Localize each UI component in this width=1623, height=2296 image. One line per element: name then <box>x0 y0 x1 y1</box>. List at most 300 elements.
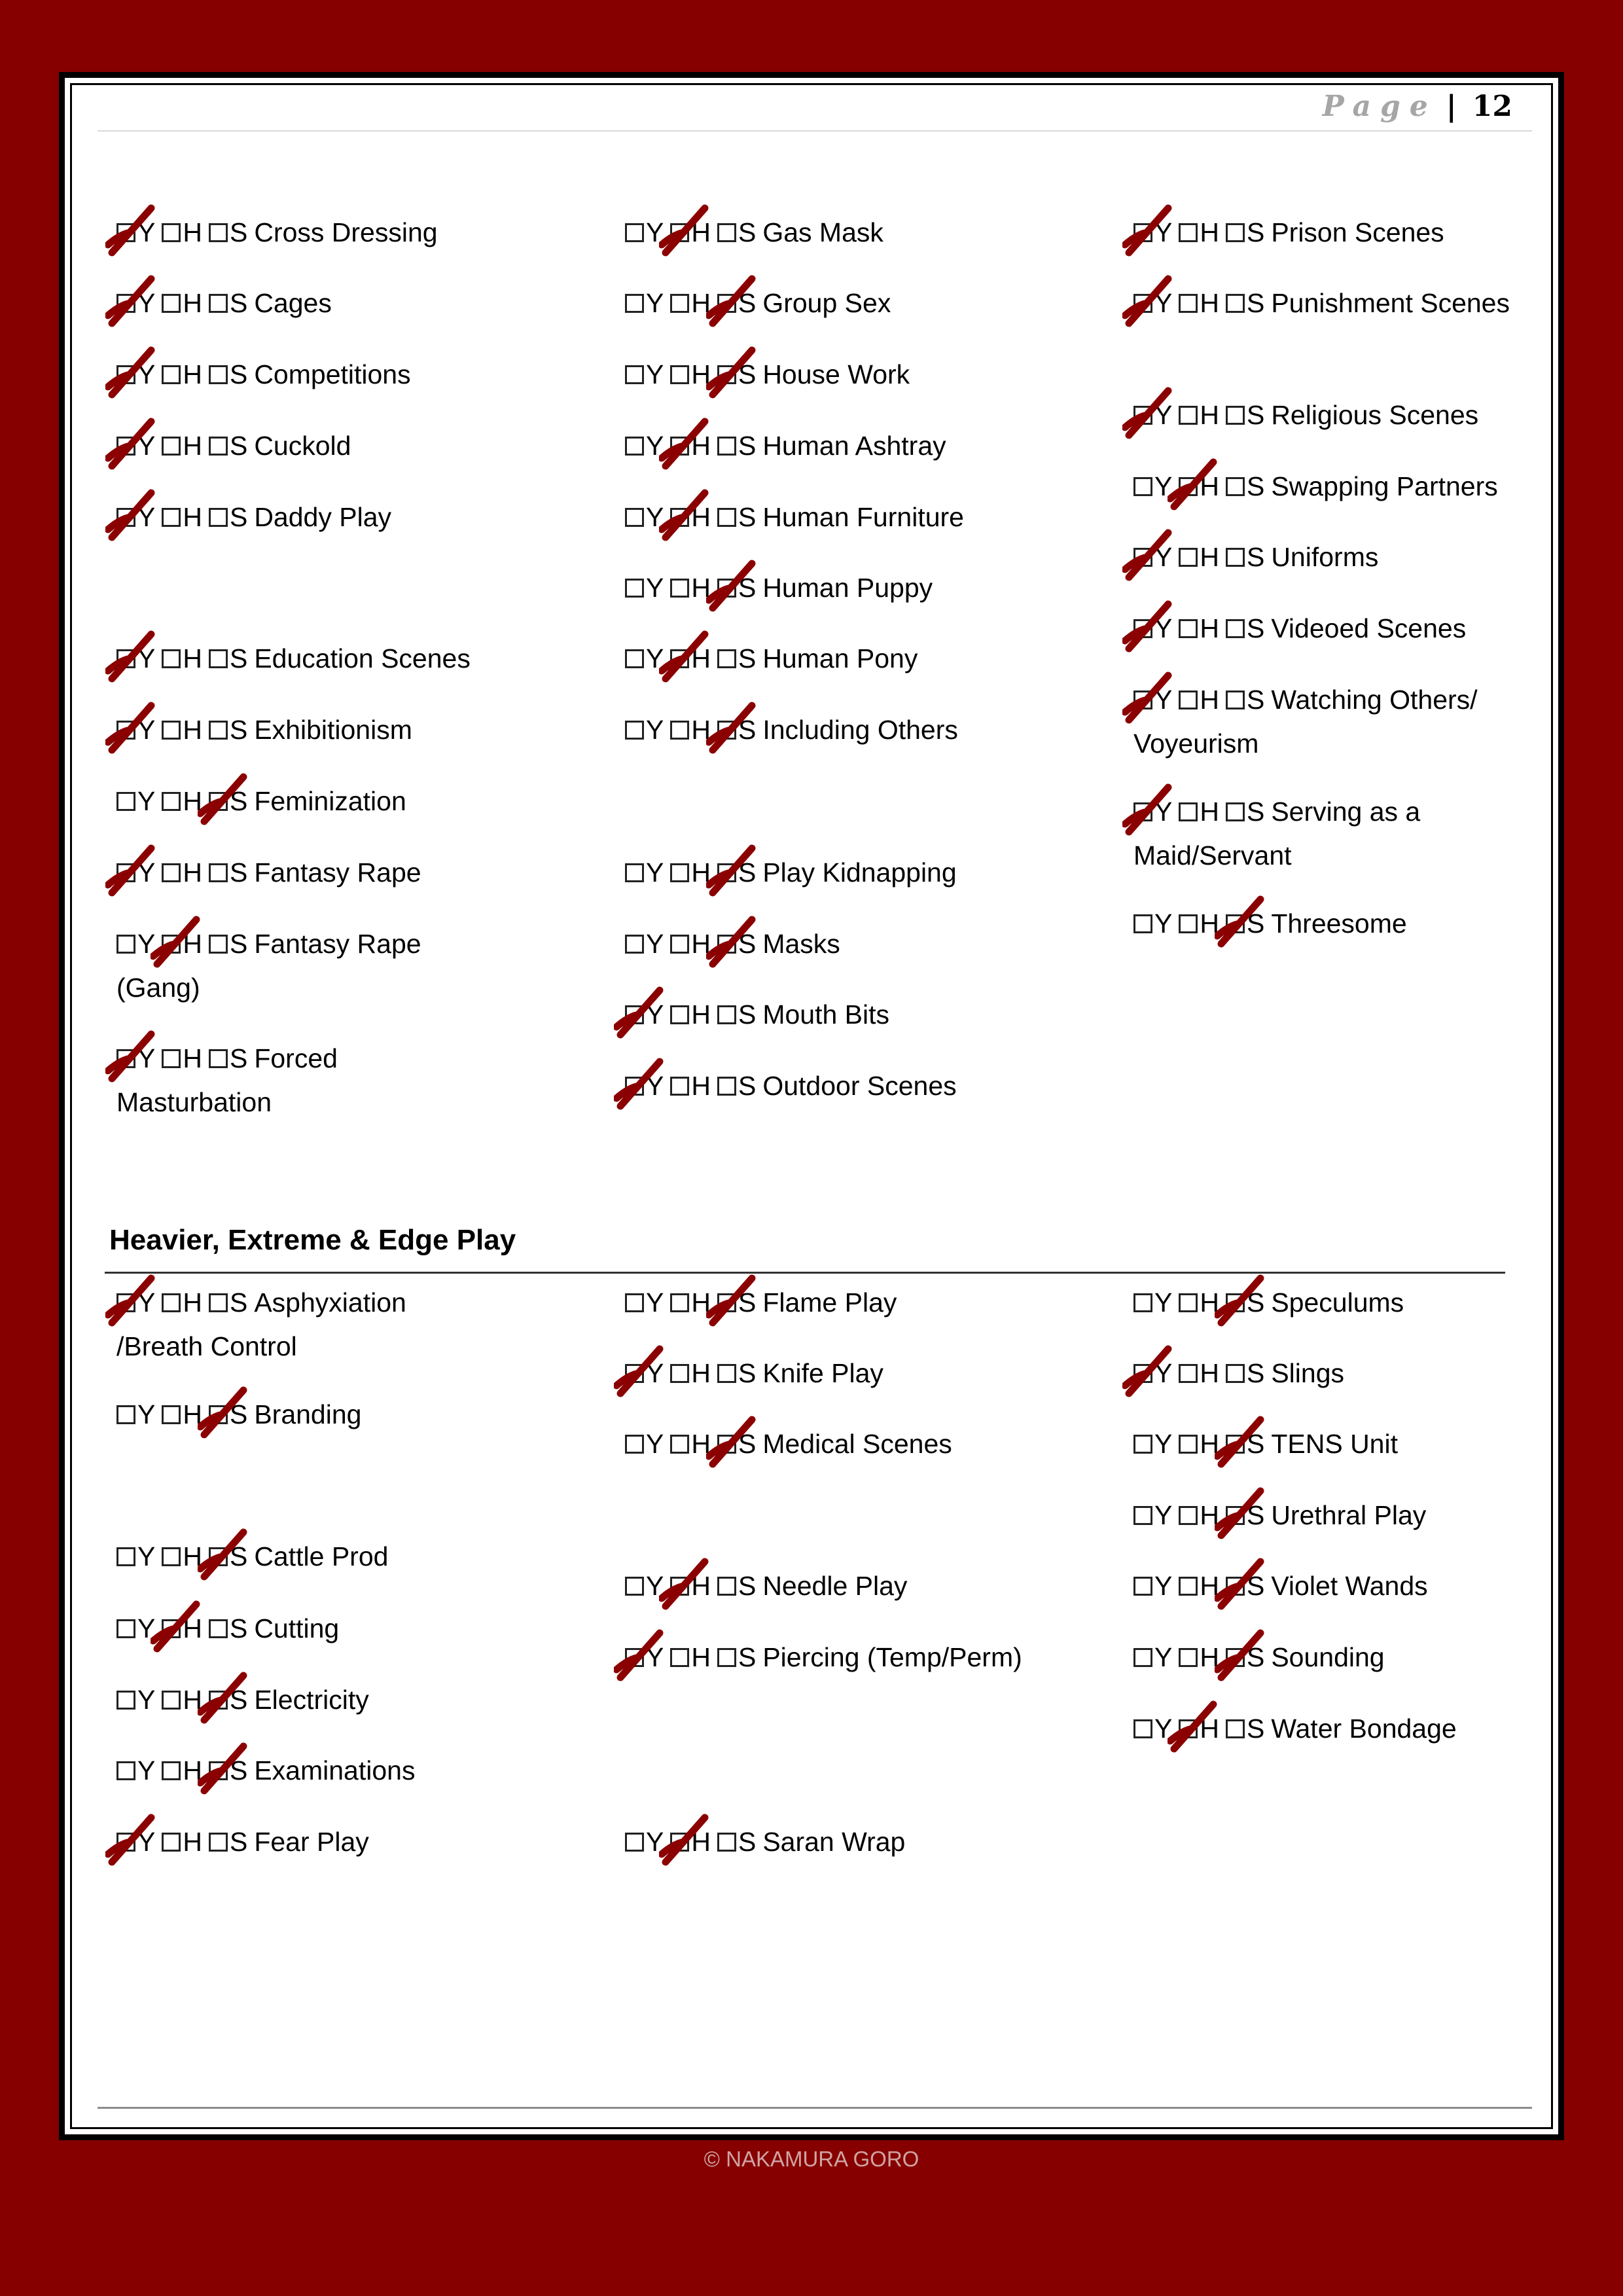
item-label: Saran Wrap <box>762 1827 906 1857</box>
checkbox-s[interactable] <box>717 1435 736 1454</box>
checkbox-s[interactable] <box>717 721 736 740</box>
checkbox-y[interactable] <box>625 1648 644 1667</box>
option-letter-h: H <box>1200 1571 1219 1601</box>
checkbox-s[interactable] <box>717 437 736 456</box>
checkbox-s[interactable] <box>717 1364 736 1383</box>
checkbox-y[interactable] <box>116 294 135 313</box>
checkbox-s[interactable] <box>1226 1506 1245 1525</box>
checkbox-y[interactable] <box>116 1761 135 1780</box>
item-label: Forced Masturbation <box>116 1043 338 1117</box>
checkbox-h[interactable] <box>670 294 689 313</box>
checkbox-h[interactable] <box>162 437 181 456</box>
checkbox-h[interactable] <box>1179 1506 1198 1525</box>
checkbox-y[interactable] <box>1133 477 1152 496</box>
option-letter-y: Y <box>1154 1571 1173 1601</box>
option-letter-h: H <box>1200 471 1219 501</box>
option-letter-y: Y <box>646 715 664 745</box>
item-label: Serving as a Maid/Servant <box>1133 797 1421 870</box>
checklist-item-knife-play <box>625 1352 1044 1395</box>
checkbox-h[interactable] <box>162 1761 181 1780</box>
option-letter-h: H <box>183 929 202 959</box>
checkbox-h[interactable] <box>1179 294 1198 313</box>
checkbox-h[interactable] <box>162 508 181 527</box>
checkbox-s[interactable] <box>209 935 228 954</box>
option-letter-y: Y <box>137 1541 156 1571</box>
item-label: Competitions <box>254 359 411 389</box>
option-letter-s: S <box>1246 217 1265 247</box>
checkbox-y[interactable] <box>1133 406 1152 425</box>
checklist-item-cuckold <box>116 424 483 468</box>
option-letter-y: Y <box>137 359 156 389</box>
checkbox-y[interactable] <box>625 721 644 740</box>
option-letter-h: H <box>1200 1429 1219 1459</box>
option-letter-y: Y <box>1154 613 1173 643</box>
option-letter-s: S <box>1246 1642 1265 1672</box>
checklist-item-serving-as-a-maid-servant <box>1133 790 1526 878</box>
checkbox-y[interactable] <box>116 1833 135 1852</box>
checkbox-y[interactable] <box>116 792 135 811</box>
checkbox-h[interactable] <box>670 365 689 384</box>
option-letter-s: S <box>738 1827 757 1857</box>
checkbox-y[interactable] <box>116 365 135 384</box>
checkbox-y[interactable] <box>625 579 644 598</box>
checkbox-y[interactable] <box>116 1619 135 1638</box>
option-letter-h: H <box>691 502 711 532</box>
page-number-header <box>1323 90 1512 123</box>
option-letter-y: Y <box>646 1571 664 1601</box>
checkbox-y[interactable] <box>625 223 644 242</box>
checkbox-y[interactable] <box>1133 1293 1152 1312</box>
checkbox-s[interactable] <box>209 1691 228 1710</box>
checkbox-h[interactable] <box>670 223 689 242</box>
item-label: Human Furniture <box>762 502 964 532</box>
option-letter-y: Y <box>137 715 156 745</box>
checkbox-s[interactable] <box>209 1619 228 1638</box>
copyright-footer: © NAKAMURA GORO <box>704 2147 919 2171</box>
checkbox-y[interactable] <box>1133 1648 1152 1667</box>
checklist-item-electricity <box>116 1678 483 1722</box>
checkbox-s[interactable] <box>209 1547 228 1566</box>
checkbox-s[interactable] <box>1226 1435 1245 1454</box>
checkbox-s[interactable] <box>209 863 228 882</box>
option-letter-h: H <box>1200 542 1219 572</box>
checkbox-y[interactable] <box>116 863 135 882</box>
checklist-item-gas-mask <box>625 211 1044 255</box>
checkbox-h[interactable] <box>162 1049 181 1068</box>
checkbox-s[interactable] <box>209 365 228 384</box>
item-label: Cutting <box>254 1613 340 1643</box>
checkbox-s[interactable] <box>209 508 228 527</box>
checkbox-h[interactable] <box>162 1547 181 1566</box>
item-label: Human Ashtray <box>762 431 946 461</box>
option-letter-h: H <box>183 1399 202 1429</box>
checkbox-s[interactable] <box>209 649 228 668</box>
checkbox-s[interactable] <box>1226 691 1245 709</box>
checkbox-h[interactable] <box>162 1833 181 1852</box>
option-letter-s: S <box>738 1642 757 1672</box>
checkbox-s[interactable] <box>1226 1364 1245 1383</box>
option-letter-h: H <box>691 573 711 603</box>
option-letter-s: S <box>1246 1429 1265 1459</box>
checkbox-y[interactable] <box>625 1364 644 1383</box>
checklist-item-cages <box>116 281 483 325</box>
option-letter-y: Y <box>646 1642 664 1672</box>
checkbox-y[interactable] <box>116 721 135 740</box>
checklist-item-examinations <box>116 1749 483 1793</box>
checkbox-h[interactable] <box>1179 619 1198 638</box>
checkbox-y[interactable] <box>116 1293 135 1312</box>
checkbox-y[interactable] <box>625 1293 644 1312</box>
checkbox-s[interactable] <box>717 365 736 384</box>
checkbox-h[interactable] <box>1179 1435 1198 1454</box>
checkbox-h[interactable] <box>670 649 689 668</box>
checklist-item-fantasy-rape-gang <box>116 922 483 1010</box>
checkbox-h[interactable] <box>162 1691 181 1710</box>
option-letter-h: H <box>1200 217 1219 247</box>
item-label: Urethral Play <box>1271 1500 1427 1530</box>
checkbox-y[interactable] <box>625 1833 644 1852</box>
checkbox-s[interactable] <box>1226 406 1245 425</box>
checklist-item-prison-scenes <box>1133 211 1526 255</box>
checkbox-h[interactable] <box>162 294 181 313</box>
option-letter-h: H <box>691 1358 711 1388</box>
option-letter-s: S <box>738 999 757 1030</box>
checkbox-s[interactable] <box>1226 223 1245 242</box>
option-letter-y: Y <box>1154 288 1173 318</box>
option-letter-s: S <box>1246 400 1265 430</box>
checkbox-y[interactable] <box>1133 1506 1152 1525</box>
option-letter-h: H <box>1200 797 1219 827</box>
checkbox-h[interactable] <box>162 1619 181 1638</box>
checkbox-s[interactable] <box>717 1077 736 1096</box>
item-label: Group Sex <box>762 288 891 318</box>
item-label: Cattle Prod <box>254 1541 389 1571</box>
checkbox-y[interactable] <box>625 508 644 527</box>
checkbox-s[interactable] <box>717 1833 736 1852</box>
checklist-item-tens-unit <box>1133 1422 1526 1466</box>
option-letter-h: H <box>183 217 202 247</box>
option-letter-y: Y <box>646 857 664 888</box>
option-letter-y: Y <box>137 1399 156 1429</box>
checkbox-h[interactable] <box>1179 914 1198 933</box>
option-letter-y: Y <box>646 1827 664 1857</box>
checkbox-y[interactable] <box>625 437 644 456</box>
checkbox-s[interactable] <box>209 1405 228 1424</box>
checkbox-y[interactable] <box>625 294 644 313</box>
option-letter-y: Y <box>1154 542 1173 572</box>
page-separator: | <box>1446 90 1457 123</box>
checkbox-s[interactable] <box>1226 914 1245 933</box>
checkbox-h[interactable] <box>1179 223 1198 242</box>
checkbox-h[interactable] <box>670 437 689 456</box>
item-label: Cages <box>254 288 332 318</box>
checkbox-h[interactable] <box>162 649 181 668</box>
option-letter-s: S <box>229 359 248 389</box>
checklist-item-play-kidnapping <box>625 851 1044 895</box>
checkbox-h[interactable] <box>1179 802 1198 821</box>
checkbox-s[interactable] <box>717 1648 736 1667</box>
checkbox-y[interactable] <box>1133 691 1152 709</box>
checklist-item-cross-dressing <box>116 211 483 255</box>
option-letter-s: S <box>229 929 248 959</box>
checkbox-s[interactable] <box>717 223 736 242</box>
checkbox-h[interactable] <box>1179 477 1198 496</box>
checklist-item-human-furniture <box>625 495 1044 539</box>
checkbox-s[interactable] <box>209 437 228 456</box>
checkbox-h[interactable] <box>1179 1293 1198 1312</box>
checkbox-h[interactable] <box>1179 691 1198 709</box>
checkbox-s[interactable] <box>209 721 228 740</box>
checkbox-h[interactable] <box>670 935 689 954</box>
item-label: Asphyxiation /Breath Control <box>116 1287 406 1361</box>
item-label: House Work <box>762 359 910 389</box>
option-letter-s: S <box>1246 471 1265 501</box>
checklist-item-videoed-scenes <box>1133 607 1526 651</box>
checkbox-h[interactable] <box>162 863 181 882</box>
checkbox-s[interactable] <box>1226 1719 1245 1738</box>
checkbox-y[interactable] <box>625 1005 644 1024</box>
checkbox-s[interactable] <box>209 1833 228 1852</box>
option-letter-s: S <box>738 1071 757 1101</box>
checkbox-h[interactable] <box>162 223 181 242</box>
checklist-item-water-bondage <box>1133 1707 1526 1751</box>
checkbox-y[interactable] <box>1133 1435 1152 1454</box>
checkbox-h[interactable] <box>670 1833 689 1852</box>
item-label: Slings <box>1271 1358 1344 1388</box>
item-label: TENS Unit <box>1271 1429 1398 1459</box>
checkbox-y[interactable] <box>625 863 644 882</box>
option-letter-s: S <box>1246 613 1265 643</box>
item-label: Examinations <box>254 1755 416 1785</box>
item-label: Religious Scenes <box>1271 400 1479 430</box>
item-label: Medical Scenes <box>762 1429 952 1459</box>
item-label: Branding <box>254 1399 362 1429</box>
checklist-item-needle-play <box>625 1564 1044 1608</box>
item-label: Cuckold <box>254 431 351 461</box>
checklist-item-human-puppy <box>625 566 1044 610</box>
checkbox-s[interactable] <box>1226 802 1245 821</box>
checkbox-s[interactable] <box>717 1293 736 1312</box>
checkbox-y[interactable] <box>1133 802 1152 821</box>
checkbox-h[interactable] <box>162 1293 181 1312</box>
option-letter-s: S <box>229 1541 248 1571</box>
option-letter-s: S <box>229 1755 248 1785</box>
checklist-item-speculums <box>1133 1281 1526 1325</box>
checkbox-h[interactable] <box>162 792 181 811</box>
checkbox-h[interactable] <box>162 1405 181 1424</box>
checkbox-y[interactable] <box>1133 1364 1152 1383</box>
checkbox-h[interactable] <box>670 1648 689 1667</box>
checklist-item-swapping-partners <box>1133 465 1526 509</box>
option-letter-h: H <box>183 715 202 745</box>
option-letter-s: S <box>229 217 248 247</box>
checkbox-s[interactable] <box>1226 619 1245 638</box>
checkbox-y[interactable] <box>1133 1577 1152 1596</box>
option-letter-s: S <box>738 1287 757 1318</box>
checkbox-h[interactable] <box>1179 1577 1198 1596</box>
checkbox-s[interactable] <box>1226 1648 1245 1667</box>
option-letter-h: H <box>183 786 202 816</box>
option-letter-y: Y <box>646 643 664 673</box>
checklist-item-piercing-temp-perm <box>625 1636 1044 1679</box>
checkbox-s[interactable] <box>209 1761 228 1780</box>
checkbox-s[interactable] <box>717 1577 736 1596</box>
checkbox-s[interactable] <box>1226 548 1245 567</box>
option-letter-y: Y <box>646 217 664 247</box>
checkbox-y[interactable] <box>1133 548 1152 567</box>
checkbox-h[interactable] <box>670 1077 689 1096</box>
option-letter-y: Y <box>137 431 156 461</box>
option-letter-h: H <box>691 929 711 959</box>
checkbox-y[interactable] <box>116 1691 135 1710</box>
checkbox-y[interactable] <box>625 1077 644 1096</box>
item-label: Watching Others/ Voyeurism <box>1133 685 1478 759</box>
option-letter-y: Y <box>1154 1287 1173 1318</box>
checkbox-y[interactable] <box>1133 914 1152 933</box>
checkbox-y[interactable] <box>1133 1719 1152 1738</box>
checkbox-y[interactable] <box>625 365 644 384</box>
checkbox-s[interactable] <box>717 294 736 313</box>
checkbox-h[interactable] <box>670 863 689 882</box>
option-letter-y: Y <box>646 1429 664 1459</box>
option-letter-s: S <box>229 643 248 673</box>
checkbox-h[interactable] <box>670 721 689 740</box>
item-label: Human Pony <box>762 643 918 673</box>
checkbox-y[interactable] <box>1133 294 1152 313</box>
checkbox-y[interactable] <box>116 1547 135 1566</box>
option-letter-h: H <box>1200 288 1219 318</box>
checkbox-h[interactable] <box>1179 548 1198 567</box>
option-letter-s: S <box>229 1043 248 1073</box>
option-letter-h: H <box>183 502 202 532</box>
checkbox-y[interactable] <box>116 437 135 456</box>
option-letter-h: H <box>183 1685 202 1715</box>
checklist-item-violet-wands <box>1133 1564 1526 1608</box>
option-letter-s: S <box>229 1685 248 1715</box>
option-letter-y: Y <box>646 288 664 318</box>
checkbox-h[interactable] <box>670 1364 689 1383</box>
option-letter-s: S <box>1246 908 1265 939</box>
checkbox-h[interactable] <box>670 1005 689 1024</box>
checkbox-h[interactable] <box>1179 1364 1198 1383</box>
checkbox-s[interactable] <box>1226 477 1245 496</box>
checkbox-s[interactable] <box>209 1049 228 1068</box>
checkbox-s[interactable] <box>209 792 228 811</box>
option-letter-y: Y <box>1154 400 1173 430</box>
checkbox-h[interactable] <box>1179 1648 1198 1667</box>
checkbox-y[interactable] <box>625 649 644 668</box>
checkbox-s[interactable] <box>209 1293 228 1312</box>
option-letter-y: Y <box>646 502 664 532</box>
item-label: Education Scenes <box>254 643 471 673</box>
checkbox-y[interactable] <box>116 508 135 527</box>
checkbox-h[interactable] <box>670 1435 689 1454</box>
checkbox-s[interactable] <box>717 935 736 954</box>
option-letter-h: H <box>1200 400 1219 430</box>
option-letter-h: H <box>691 715 711 745</box>
checkbox-y[interactable] <box>116 1049 135 1068</box>
checkbox-h[interactable] <box>1179 1719 1198 1738</box>
item-label: Including Others <box>762 715 958 745</box>
checklist-item-masks <box>625 922 1044 966</box>
checkbox-y[interactable] <box>625 1435 644 1454</box>
checklist-item-house-work <box>625 353 1044 397</box>
item-label: Exhibitionism <box>254 715 412 745</box>
checkbox-s[interactable] <box>1226 1293 1245 1312</box>
item-label: Knife Play <box>762 1358 883 1388</box>
checklist-item-flame-play <box>625 1281 1044 1325</box>
checkbox-s[interactable] <box>209 223 228 242</box>
checkbox-s[interactable] <box>1226 1577 1245 1596</box>
option-letter-s: S <box>229 786 248 816</box>
checkbox-s[interactable] <box>1226 294 1245 313</box>
checkbox-s[interactable] <box>209 294 228 313</box>
checkbox-h[interactable] <box>670 508 689 527</box>
checklist-item-education-scenes <box>116 637 483 681</box>
checkbox-y[interactable] <box>625 935 644 954</box>
checkbox-y[interactable] <box>1133 619 1152 638</box>
checkbox-y[interactable] <box>625 1577 644 1596</box>
checkbox-y[interactable] <box>116 935 135 954</box>
checklist-item-branding <box>116 1393 483 1437</box>
checklist-item-fantasy-rape <box>116 851 483 895</box>
checkbox-h[interactable] <box>670 1293 689 1312</box>
option-letter-h: H <box>691 1642 711 1672</box>
item-label: Cross Dressing <box>254 217 438 247</box>
checkbox-h[interactable] <box>670 1577 689 1596</box>
option-letter-y: Y <box>646 929 664 959</box>
option-letter-y: Y <box>137 1827 156 1857</box>
footer-rule <box>98 2107 1532 2109</box>
option-letter-s: S <box>229 857 248 888</box>
checkbox-s[interactable] <box>717 508 736 527</box>
checkbox-h[interactable] <box>162 365 181 384</box>
option-letter-s: S <box>738 217 757 247</box>
option-letter-s: S <box>1246 1713 1265 1744</box>
option-letter-h: H <box>691 999 711 1030</box>
option-letter-s: S <box>1246 1571 1265 1601</box>
option-letter-s: S <box>738 359 757 389</box>
checkbox-s[interactable] <box>717 863 736 882</box>
checkbox-s[interactable] <box>717 649 736 668</box>
checkbox-y[interactable] <box>116 1405 135 1424</box>
option-letter-s: S <box>738 857 757 888</box>
item-label: Fear Play <box>254 1827 369 1857</box>
option-letter-s: S <box>738 1429 757 1459</box>
option-letter-s: S <box>1246 288 1265 318</box>
checkbox-s[interactable] <box>717 579 736 598</box>
checkbox-h[interactable] <box>162 721 181 740</box>
option-letter-y: Y <box>646 1358 664 1388</box>
checkbox-y[interactable] <box>116 649 135 668</box>
checkbox-y[interactable] <box>1133 223 1152 242</box>
option-letter-s: S <box>738 1358 757 1388</box>
option-letter-h: H <box>1200 613 1219 643</box>
option-letter-y: Y <box>646 999 664 1030</box>
option-letter-y: Y <box>1154 1500 1173 1530</box>
item-label: Water Bondage <box>1271 1713 1457 1744</box>
checkbox-h[interactable] <box>670 579 689 598</box>
checkbox-s[interactable] <box>717 1005 736 1024</box>
checklist-item-including-others <box>625 708 1044 752</box>
checkbox-h[interactable] <box>1179 406 1198 425</box>
checkbox-h[interactable] <box>162 935 181 954</box>
checkbox-y[interactable] <box>116 223 135 242</box>
item-label: Gas Mask <box>762 217 883 247</box>
option-letter-s: S <box>229 1287 248 1318</box>
checklist-item-exhibitionism <box>116 708 483 752</box>
section-divider <box>105 1272 1505 1274</box>
